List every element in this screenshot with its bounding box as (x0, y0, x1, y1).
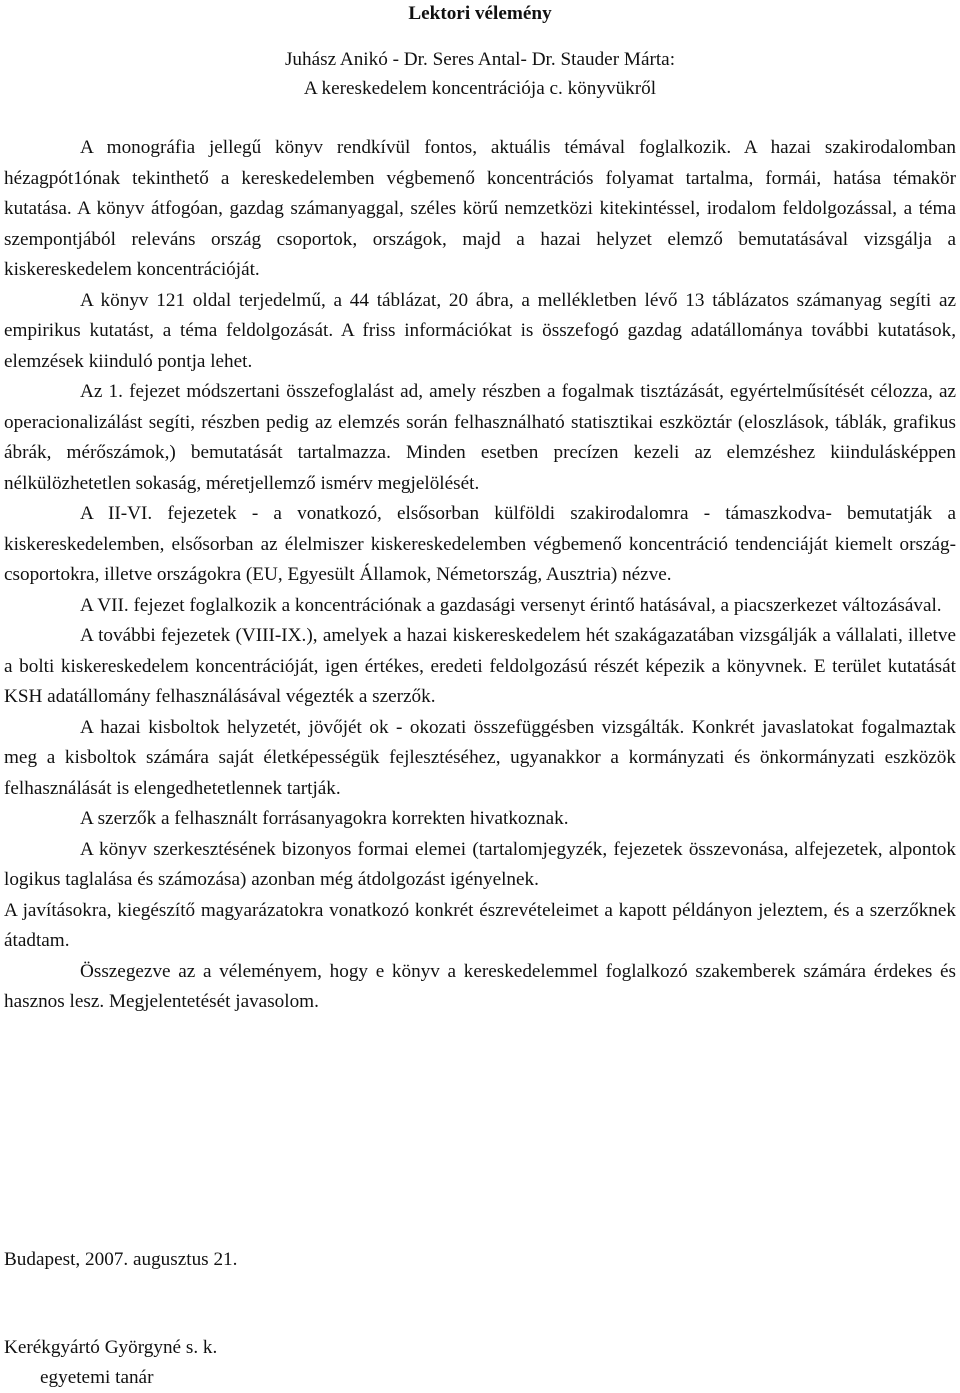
paragraph-8: A szerzők a felhasznált forrásanyagokra korrekten hivatkoznak. (80, 808, 569, 829)
book-reference (4, 45, 956, 103)
paragraph-11: Összegezve az a véleményem, hogy e könyv a kereskedelemmel foglalkozó szakemberek számára érdekes és hasznos lesz. Megjelentetését javasolom. (4, 960, 956, 1012)
book-title: A kereskedelem koncentrációja c. könyvükről (303, 78, 657, 99)
paragraph-2: A könyv 121 oldal terjedelmű, a 44 táblázat, 20 ábra, a mellékletben lévő 13 táblázatos számanyag segíti az empirikus kutatást, a téma feldolgozását. A friss információkat is összefogó gazdag adatállománya további kutatások, elemzések kiinduló pontja lehet. (4, 289, 956, 372)
document-title: Lektori vélemény (408, 3, 552, 24)
paragraph-4: A II-VI. fejezetek - a vonatkozó, elsősorban külföldi szakirodalomra - támaszkodva- bemutatják a kiskereskedelemben, elsősorban az élelmiszer kiskereskedelemben végbemenő koncentráció tendenciáját kiemelt ország-csoportokra, illetve országokra (EU, Egyesült Államok, Németország, Ausztria) nézve. (4, 503, 956, 585)
paragraph-3: Az 1. fejezet módszertani összefoglalást ad, amely részben a fogalmak tisztázását, egyértelműsítését célozza, az operacionalizálást segíti, részben pedig az elemzés során felhasználható statisztikai eszköztár (eloszlások, táblák, grafikus ábrák, mérőszámok,) bemutatását tartalmazza. Minden esetben precízen kezeli az elemzéshez kiindulásképpen nélkülözhetetlen sokaság, méretjellemző ismérv megjelölését. (4, 381, 956, 494)
signature-block (4, 1333, 217, 1393)
paragraph-1: A monográfia jellegű könyv rendkívül fontos, aktuális témával foglalkozik. A hazai szakirodalomban hézagpót1ónak tekinthető a kereskedelemben végbemenő koncentrációs folyamat tartalma, formái, hatása témakör kutatása. A könyv átfogóan, gazdag számanyaggal, széles körű nemzetközi kitekintéssel, irodalom feldolgozással, a téma szempontjából releváns ország csoportok, országok, majd a hazai helyzet elemző bemutatásával vizsgálja a kiskereskedelem koncentrációját. (4, 137, 956, 280)
paragraph-10: A javításokra, kiegészítő magyarázatokra vonatkozó konkrét észrevételeimet a kapott példányon jeleztem, és a szerzőknek átadtam. (4, 899, 956, 951)
signatory-name: Kerékgyártó Györgyné s. k. (4, 1337, 218, 1358)
place-and-date: Budapest, 2007. augusztus 21. (4, 1249, 238, 1270)
paragraph-5: A VII. fejezet foglalkozik a koncentrációnak a gazdasági versenyt érintő hatásával, a piacszerkezet változásával. (80, 594, 942, 616)
book-authors: Juhász Anikó - Dr. Seres Antal- Dr. Stauder Márta: (284, 49, 676, 70)
paragraph-6: A további fejezetek (VIII-IX.), amelyek a hazai kiskereskedelem hét szakágazatában vizsgálják a vállalati, illetve a bolti kiskereskedelem koncentrációját, igen értékes, eredeti feldolgozású részét képezik a könyvnek. E terület kutatását KSH adatállomány felhasználásával végezték a szerzők. (4, 625, 956, 707)
paragraph-9: A könyv szerkesztésének bizonyos formai elemei (tartalomjegyzék, fejezetek összevonása, alfejezetek, alpontok logikus taglalása és számozása) azonban még átdolgozást igényelnek. (4, 838, 956, 890)
signatory-role: egyetemi tanár (40, 1367, 154, 1388)
paragraph-7: A hazai kisboltok helyzetét, jövőjét ok - okozati összefüggésben vizsgálták. Konkrét javaslatokat fogalmaztak meg a kisboltok számára saját életképességük fejlesztéséhez, ugyanakkor a kormányzati és önkormányzati eszközök felhasználását is elengedhetetlennek tartják. (4, 716, 956, 799)
review-body (4, 133, 956, 1018)
